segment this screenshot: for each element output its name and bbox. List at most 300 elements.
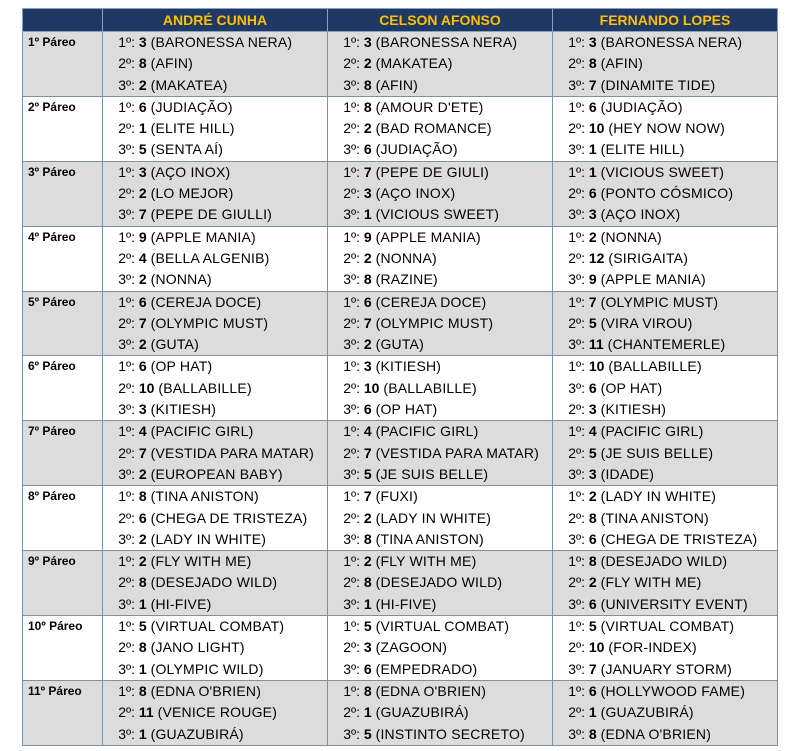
horse-number: 8 bbox=[588, 55, 597, 72]
horse-number: 8 bbox=[588, 509, 597, 526]
pick-position: 2º: bbox=[568, 55, 585, 72]
horse-name: (DINAMITE TIDE) bbox=[600, 76, 716, 93]
horse-number: 6 bbox=[138, 293, 147, 310]
horse-number: 8 bbox=[588, 725, 597, 742]
horse-name: (DESEJADO WILD) bbox=[600, 553, 728, 570]
horse-number: 3 bbox=[363, 639, 372, 656]
horse-name: (AÇO INOX) bbox=[375, 185, 456, 202]
horse-number: 7 bbox=[363, 314, 372, 331]
horse-number: 6 bbox=[588, 98, 597, 115]
pick-line bbox=[103, 269, 327, 290]
pick-position: 2º: bbox=[343, 120, 360, 137]
expert-picks-cell bbox=[103, 291, 328, 356]
pick-position: 3º: bbox=[568, 141, 585, 158]
horse-number: 7 bbox=[138, 314, 147, 331]
pick-position: 2º: bbox=[343, 185, 360, 202]
pick-position: 2º: bbox=[568, 314, 585, 331]
pick-line bbox=[328, 183, 552, 204]
pick-line bbox=[103, 659, 327, 680]
horse-name: (VIRA VIROU) bbox=[600, 314, 693, 331]
horse-number: 7 bbox=[363, 163, 372, 180]
pick-position: 3º: bbox=[118, 76, 135, 93]
pick-line bbox=[328, 75, 552, 96]
pick-position: 1º: bbox=[568, 293, 585, 310]
horse-number: 4 bbox=[363, 423, 372, 440]
pick-line bbox=[328, 269, 552, 290]
pick-line bbox=[553, 399, 777, 420]
pick-position: 3º: bbox=[343, 595, 360, 612]
horse-name: (RAZINE) bbox=[375, 271, 438, 288]
horse-number: 6 bbox=[138, 98, 147, 115]
race-label: 5º Páreo bbox=[23, 291, 103, 356]
pick-position: 3º: bbox=[568, 725, 585, 742]
horse-name: (VENICE ROUGE) bbox=[157, 704, 278, 721]
pick-position: 2º: bbox=[568, 444, 585, 461]
race-row bbox=[23, 421, 778, 486]
horse-number: 5 bbox=[363, 465, 372, 482]
horse-name: (VIRTUAL COMBAT) bbox=[600, 618, 735, 635]
pick-line bbox=[328, 356, 552, 377]
horse-name: (CHEGA DE TRISTEZA) bbox=[150, 509, 308, 526]
pick-position: 2º: bbox=[118, 249, 135, 266]
horse-number: 5 bbox=[363, 618, 372, 635]
horse-number: 8 bbox=[363, 574, 372, 591]
pick-position: 1º: bbox=[343, 423, 360, 440]
horse-number: 1 bbox=[588, 163, 597, 180]
horse-name: (APPLE MANIA) bbox=[375, 228, 481, 245]
expert-picks-cell bbox=[103, 356, 328, 421]
horse-name: (IDADE) bbox=[600, 465, 655, 482]
horse-name: (OP HAT) bbox=[600, 379, 663, 396]
horse-name: (CHANTEMERLE) bbox=[607, 336, 726, 353]
horse-name: (MAKATEA) bbox=[150, 76, 228, 93]
pick-position: 2º: bbox=[568, 639, 585, 656]
horse-number: 10 bbox=[363, 379, 380, 396]
horse-number: 10 bbox=[588, 358, 605, 375]
pick-line bbox=[328, 443, 552, 464]
pick-position: 3º: bbox=[118, 465, 135, 482]
horse-name: (FLY WITH ME) bbox=[600, 574, 702, 591]
race-label: 8º Páreo bbox=[23, 486, 103, 551]
horse-number: 1 bbox=[363, 704, 372, 721]
horse-name: (APPLE MANIA) bbox=[150, 228, 256, 245]
pick-position: 3º: bbox=[568, 379, 585, 396]
pick-position: 2º: bbox=[118, 574, 135, 591]
pick-position: 3º: bbox=[343, 530, 360, 547]
race-label: 4º Páreo bbox=[23, 226, 103, 291]
horse-number: 3 bbox=[588, 465, 597, 482]
horse-name: (EDNA O'BRIEN) bbox=[375, 682, 487, 699]
pick-line bbox=[553, 616, 777, 637]
pick-line bbox=[103, 551, 327, 572]
pick-line bbox=[103, 464, 327, 485]
pick-position: 3º: bbox=[118, 660, 135, 677]
pick-position: 2º: bbox=[343, 574, 360, 591]
pick-position: 1º: bbox=[568, 98, 585, 115]
horse-name: (LO MEJOR) bbox=[150, 185, 234, 202]
horse-name: (FLY WITH ME) bbox=[375, 553, 477, 570]
pick-position: 2º: bbox=[343, 314, 360, 331]
pick-line bbox=[103, 227, 327, 248]
pick-position: 2º: bbox=[118, 444, 135, 461]
pick-line bbox=[553, 681, 777, 702]
pick-line bbox=[328, 399, 552, 420]
pick-position: 2º: bbox=[568, 401, 585, 418]
horse-number: 2 bbox=[363, 336, 372, 353]
pick-line bbox=[328, 227, 552, 248]
pick-line bbox=[553, 292, 777, 313]
expert-picks-cell bbox=[328, 616, 553, 681]
table-header bbox=[23, 9, 778, 32]
pick-position: 3º: bbox=[343, 336, 360, 353]
horse-name: (GUAZUBIRÁ) bbox=[600, 704, 694, 721]
horse-number: 8 bbox=[363, 682, 372, 699]
horse-name: (EDNA O'BRIEN) bbox=[150, 682, 262, 699]
pick-position: 1º: bbox=[568, 34, 585, 50]
pick-line bbox=[553, 139, 777, 160]
pick-line bbox=[328, 118, 552, 139]
pick-position: 3º: bbox=[118, 595, 135, 612]
horse-number: 3 bbox=[138, 34, 147, 50]
horse-number: 6 bbox=[588, 530, 597, 547]
horse-name: (BALLABILLE) bbox=[383, 379, 477, 396]
pick-position: 1º: bbox=[343, 682, 360, 699]
expert-picks-cell bbox=[103, 96, 328, 161]
pick-position: 1º: bbox=[568, 553, 585, 570]
pick-position: 2º: bbox=[568, 574, 585, 591]
pick-position: 1º: bbox=[118, 423, 135, 440]
horse-name: (AÇO INOX) bbox=[600, 206, 681, 223]
pick-line bbox=[328, 53, 552, 74]
horse-number: 3 bbox=[363, 358, 372, 375]
pick-line bbox=[328, 421, 552, 442]
horse-name: (AFIN) bbox=[375, 76, 418, 93]
pick-line bbox=[328, 659, 552, 680]
horse-number: 2 bbox=[363, 120, 372, 137]
pick-position: 3º: bbox=[343, 725, 360, 742]
pick-line bbox=[553, 32, 777, 53]
expert-picks-cell bbox=[103, 32, 328, 97]
horse-name: (OLYMPIC MUST) bbox=[375, 314, 494, 331]
horse-name: (BELLA ALGENIB) bbox=[150, 249, 270, 266]
pick-line bbox=[553, 378, 777, 399]
horse-name: (AFIN) bbox=[150, 55, 193, 72]
pick-line bbox=[328, 616, 552, 637]
pick-position: 1º: bbox=[568, 618, 585, 635]
horse-name: (BAD ROMANCE) bbox=[375, 120, 492, 137]
pick-line bbox=[103, 529, 327, 550]
horse-number: 9 bbox=[138, 228, 147, 245]
horse-number: 1 bbox=[588, 141, 597, 158]
pick-line bbox=[103, 443, 327, 464]
horse-number: 2 bbox=[588, 488, 597, 505]
pick-line bbox=[103, 637, 327, 658]
horse-number: 1 bbox=[138, 120, 147, 137]
pick-position: 1º: bbox=[118, 163, 135, 180]
pick-line bbox=[553, 162, 777, 183]
race-label: 2º Páreo bbox=[23, 96, 103, 161]
horse-number: 8 bbox=[138, 574, 147, 591]
horse-number: 6 bbox=[588, 379, 597, 396]
horse-number: 8 bbox=[588, 553, 597, 570]
horse-number: 8 bbox=[138, 488, 147, 505]
horse-name: (VIRTUAL COMBAT) bbox=[375, 618, 510, 635]
horse-name: (OLYMPIC MUST) bbox=[150, 314, 269, 331]
horse-name: (GUAZUBIRÁ) bbox=[150, 725, 244, 742]
header-expert-andre: ANDRÉ CUNHA bbox=[103, 9, 328, 32]
horse-name: (TINA ANISTON) bbox=[600, 509, 709, 526]
pick-position: 3º: bbox=[118, 336, 135, 353]
pick-line bbox=[103, 313, 327, 334]
pick-position: 3º: bbox=[568, 465, 585, 482]
pick-position: 1º: bbox=[343, 228, 360, 245]
horse-number: 10 bbox=[588, 639, 605, 656]
pick-position: 2º: bbox=[118, 55, 135, 72]
horse-number: 5 bbox=[138, 618, 147, 635]
horse-number: 3 bbox=[588, 401, 597, 418]
pick-position: 1º: bbox=[343, 553, 360, 570]
table-body bbox=[23, 32, 778, 746]
expert-picks-cell bbox=[328, 96, 553, 161]
expert-picks-cell bbox=[103, 680, 328, 745]
pick-line bbox=[103, 248, 327, 269]
pick-position: 3º: bbox=[568, 595, 585, 612]
horse-number: 6 bbox=[363, 293, 372, 310]
pick-line bbox=[328, 97, 552, 118]
race-row bbox=[23, 161, 778, 226]
race-label: 6º Páreo bbox=[23, 356, 103, 421]
horse-name: (OLYMPIC MUST) bbox=[600, 293, 719, 310]
horse-number: 8 bbox=[138, 682, 147, 699]
horse-number: 11 bbox=[138, 704, 154, 721]
expert-picks-cell bbox=[103, 161, 328, 226]
horse-name: (ZAGOON) bbox=[375, 639, 448, 656]
horse-number: 8 bbox=[138, 55, 147, 72]
horse-number: 6 bbox=[363, 401, 372, 418]
race-label: 11º Páreo bbox=[23, 680, 103, 745]
horse-name: (AFIN) bbox=[600, 55, 643, 72]
horse-number: 4 bbox=[588, 423, 597, 440]
horse-name: (BARONESSA NERA) bbox=[600, 34, 743, 50]
pick-line bbox=[328, 486, 552, 507]
horse-name: (FOR-INDEX) bbox=[608, 639, 697, 656]
pick-position: 3º: bbox=[118, 206, 135, 223]
pick-position: 3º: bbox=[568, 336, 585, 353]
race-row bbox=[23, 356, 778, 421]
horse-name: (HOLLYWOOD FAME) bbox=[600, 682, 746, 699]
expert-picks-cell bbox=[553, 96, 778, 161]
pick-line bbox=[103, 97, 327, 118]
horse-name: (SENTA AÍ) bbox=[150, 141, 224, 158]
expert-picks-cell bbox=[553, 226, 778, 291]
horse-number: 6 bbox=[363, 141, 372, 158]
expert-picks-cell bbox=[553, 486, 778, 551]
horse-number: 7 bbox=[363, 444, 372, 461]
horse-name: (KITIESH) bbox=[150, 401, 217, 418]
horse-name: (PONTO CÓSMICO) bbox=[600, 185, 734, 202]
pick-line bbox=[328, 204, 552, 225]
pick-position: 3º: bbox=[343, 401, 360, 418]
pick-line bbox=[553, 183, 777, 204]
pick-position: 2º: bbox=[343, 704, 360, 721]
expert-picks-cell bbox=[553, 32, 778, 97]
pick-position: 3º: bbox=[568, 271, 585, 288]
pick-position: 2º: bbox=[568, 704, 585, 721]
pick-position: 1º: bbox=[568, 228, 585, 245]
expert-picks-cell bbox=[328, 226, 553, 291]
horse-name: (DESEJADO WILD) bbox=[150, 574, 278, 591]
pick-position: 3º: bbox=[568, 530, 585, 547]
pick-position: 1º: bbox=[118, 358, 135, 375]
horse-number: 6 bbox=[588, 682, 597, 699]
horse-name: (VIRTUAL COMBAT) bbox=[150, 618, 285, 635]
pick-position: 2º: bbox=[343, 55, 360, 72]
expert-picks-cell bbox=[103, 616, 328, 681]
horse-name: (EDNA O'BRIEN) bbox=[600, 725, 712, 742]
horse-name: (FUXI) bbox=[375, 488, 418, 505]
race-label: 1º Páreo bbox=[23, 32, 103, 97]
pick-position: 1º: bbox=[118, 488, 135, 505]
pick-line bbox=[103, 75, 327, 96]
pick-line bbox=[553, 313, 777, 334]
pick-line bbox=[553, 702, 777, 723]
pick-position: 1º: bbox=[343, 618, 360, 635]
pick-line bbox=[553, 248, 777, 269]
pick-line bbox=[328, 313, 552, 334]
pick-line bbox=[328, 139, 552, 160]
horse-number: 2 bbox=[138, 336, 147, 353]
pick-position: 1º: bbox=[343, 293, 360, 310]
horse-name: (TINA ANISTON) bbox=[375, 530, 484, 547]
horse-name: (BALLABILLE) bbox=[158, 379, 252, 396]
pick-line bbox=[553, 227, 777, 248]
pick-line bbox=[328, 162, 552, 183]
pick-line bbox=[103, 53, 327, 74]
pick-position: 3º: bbox=[343, 465, 360, 482]
pick-position: 1º: bbox=[568, 488, 585, 505]
pick-line bbox=[328, 572, 552, 593]
horse-name: (JANO LIGHT) bbox=[150, 639, 245, 656]
horse-number: 7 bbox=[138, 206, 147, 223]
horse-number: 2 bbox=[588, 574, 597, 591]
pick-line bbox=[553, 659, 777, 680]
horse-name: (VICIOUS SWEET) bbox=[375, 206, 500, 223]
horse-number: 8 bbox=[363, 76, 372, 93]
pick-position: 3º: bbox=[568, 206, 585, 223]
horse-name: (GUTA) bbox=[375, 336, 424, 353]
horse-number: 8 bbox=[363, 98, 372, 115]
horse-number: 10 bbox=[138, 379, 155, 396]
race-row bbox=[23, 486, 778, 551]
horse-number: 5 bbox=[363, 725, 372, 742]
horse-name: (ELITE HILL) bbox=[150, 120, 235, 137]
horse-name: (APPLE MANIA) bbox=[600, 271, 706, 288]
race-label: 10º Páreo bbox=[23, 616, 103, 681]
horse-number: 7 bbox=[588, 660, 597, 677]
pick-position: 2º: bbox=[343, 639, 360, 656]
pick-position: 1º: bbox=[343, 488, 360, 505]
horse-number: 1 bbox=[138, 595, 147, 612]
race-row bbox=[23, 551, 778, 616]
pick-position: 1º: bbox=[118, 553, 135, 570]
horse-number: 2 bbox=[363, 249, 372, 266]
pick-line bbox=[553, 421, 777, 442]
pick-position: 2º: bbox=[343, 249, 360, 266]
pick-line bbox=[103, 356, 327, 377]
pick-line bbox=[328, 378, 552, 399]
pick-line bbox=[103, 486, 327, 507]
horse-number: 5 bbox=[138, 141, 147, 158]
horse-number: 1 bbox=[363, 595, 372, 612]
horse-name: (KITIESH) bbox=[600, 401, 667, 418]
horse-number: 4 bbox=[138, 423, 147, 440]
horse-number: 3 bbox=[588, 206, 597, 223]
pick-line bbox=[553, 269, 777, 290]
pick-position: 2º: bbox=[118, 639, 135, 656]
pick-position: 1º: bbox=[343, 358, 360, 375]
pick-position: 3º: bbox=[568, 76, 585, 93]
pick-position: 2º: bbox=[118, 185, 135, 202]
pick-line bbox=[103, 421, 327, 442]
pick-position: 1º: bbox=[343, 34, 360, 50]
horse-name: (MAKATEA) bbox=[375, 55, 453, 72]
horse-number: 2 bbox=[138, 271, 147, 288]
horse-name: (GUAZUBIRÁ) bbox=[375, 704, 469, 721]
horse-name: (VESTIDA PARA MATAR) bbox=[375, 444, 540, 461]
pick-line bbox=[103, 292, 327, 313]
horse-number: 6 bbox=[138, 358, 147, 375]
horse-name: (ELITE HILL) bbox=[600, 141, 685, 158]
horse-name: (JUDIAÇÃO) bbox=[375, 141, 458, 158]
race-row bbox=[23, 226, 778, 291]
pick-line bbox=[328, 248, 552, 269]
horse-name: (VESTIDA PARA MATAR) bbox=[150, 444, 315, 461]
horse-name: (CHEGA DE TRISTEZA) bbox=[600, 530, 758, 547]
pick-line bbox=[328, 508, 552, 529]
pick-position: 1º: bbox=[568, 682, 585, 699]
pick-line bbox=[328, 681, 552, 702]
pick-line bbox=[553, 572, 777, 593]
pick-line bbox=[553, 356, 777, 377]
race-label: 7º Páreo bbox=[23, 421, 103, 486]
pick-line bbox=[328, 551, 552, 572]
pick-position: 2º: bbox=[568, 509, 585, 526]
pick-position: 2º: bbox=[118, 509, 135, 526]
pick-position: 3º: bbox=[118, 271, 135, 288]
horse-number: 3 bbox=[138, 163, 147, 180]
pick-line bbox=[328, 334, 552, 355]
header-expert-fernando: FERNANDO LOPES bbox=[553, 9, 778, 32]
pick-position: 2º: bbox=[118, 704, 135, 721]
race-row bbox=[23, 680, 778, 745]
horse-name: (PACIFIC GIRL) bbox=[600, 423, 704, 440]
pick-line bbox=[328, 32, 552, 53]
pick-line bbox=[103, 139, 327, 160]
horse-number: 2 bbox=[138, 76, 147, 93]
pick-line bbox=[553, 486, 777, 507]
horse-number: 6 bbox=[588, 185, 597, 202]
horse-number: 6 bbox=[138, 509, 147, 526]
horse-number: 7 bbox=[588, 76, 597, 93]
tips-table bbox=[22, 8, 778, 746]
expert-picks-cell bbox=[328, 421, 553, 486]
pick-line bbox=[553, 334, 777, 355]
race-row bbox=[23, 616, 778, 681]
expert-picks-cell bbox=[328, 486, 553, 551]
horse-name: (SIRIGAITA) bbox=[608, 249, 689, 266]
pick-line bbox=[103, 572, 327, 593]
pick-position: 3º: bbox=[343, 76, 360, 93]
